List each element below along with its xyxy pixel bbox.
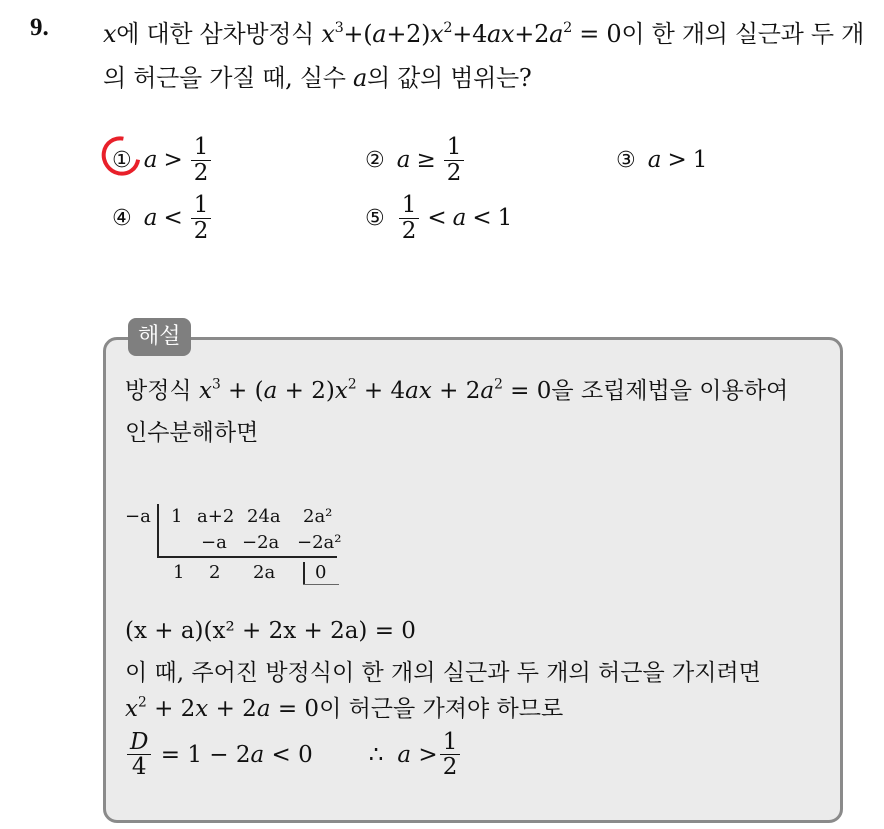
choice-5[interactable]: ⑤ $\frac{1}{2}$ < a < 1 [365, 192, 513, 244]
fraction-d-over-4: $\frac{D}{4}$ [127, 730, 151, 779]
solution-line-4: 이 때, 주어진 방정식이 한 개의 실근과 두 개의 허근을 가지려면 [125, 660, 761, 686]
syn-r1-c3: 24a [247, 506, 281, 527]
solution-line-5: $x^2 + 2x + 2a = 0$이 허근을 가져야 하므로 [125, 694, 564, 722]
solution-line-2: 인수분해하면 [125, 420, 259, 446]
syn-r2-c3: −2a [242, 532, 280, 553]
choice-5-mark: ⑤ [365, 205, 385, 231]
syn-r2-c2: −a [201, 532, 227, 553]
syn-r1-c1: 1 [171, 506, 183, 527]
syn-r3-c2: 2 [209, 562, 221, 583]
syn-remainder-box-bottom [303, 584, 339, 585]
question-number: 9. [30, 14, 49, 41]
fraction-one-half: $\frac{1}{2}$ [399, 193, 420, 242]
choice-1[interactable]: ① a > $\frac{1}{2}$ [112, 130, 213, 190]
syn-horizontal-line [157, 556, 337, 558]
choice-3[interactable]: ③ a > 1 [616, 147, 708, 173]
solution-line-1: 방정식 $x^3 + (a + 2)x^2 + 4ax + 2a^2 = 0$을 조립제법을 이용하여 [125, 376, 789, 404]
fraction-one-half: $\frac{1}{2}$ [444, 135, 465, 184]
syn-r3-c3: 2a [253, 562, 276, 583]
solution-badge: 해설 [128, 318, 191, 356]
fraction-one-half: $\frac{1}{2}$ [191, 193, 212, 242]
syn-r1-c2: a+2 [197, 506, 235, 527]
choice-4[interactable]: ④ a < $\frac{1}{2}$ [112, 188, 213, 248]
choice-1-mark: ① [112, 147, 132, 173]
solution-factored: (x + a)(x² + 2x + 2a) = 0 [125, 618, 416, 644]
question-text: x에 대한 삼차방정식 $x^3+(a+2)x^2+4ax+2a^2 = 0$이 한 개의 실근과 두 개의 허근을 가질 때, 실수 a의 값의 범위는? [103, 19, 864, 92]
syn-vertical-line [157, 504, 159, 556]
choice-2-mark: ② [365, 147, 385, 173]
syn-remainder-box-left [303, 562, 305, 584]
fraction-one-half: $\frac{1}{2}$ [191, 135, 212, 184]
choice-4-mark: ④ [112, 205, 132, 231]
choice-3-mark: ③ [616, 147, 636, 173]
syn-divisor: −a [125, 506, 151, 527]
syn-r2-c4: −2a² [297, 532, 342, 553]
syn-r1-c4: 2a² [303, 506, 333, 527]
syn-r3-c4: 0 [315, 562, 327, 583]
syn-r3-c1: 1 [173, 562, 185, 583]
choice-2[interactable]: ② a ≥ $\frac{1}{2}$ [365, 130, 466, 190]
synthetic-division [125, 500, 365, 595]
therefore-symbol: ∴ [368, 741, 384, 768]
fraction-one-half: $\frac{1}{2}$ [440, 730, 461, 779]
solution-conclusion: $\frac{D}{4}$ = 1 − 2a < 0 ∴ a > $\frac{1}{2}$ [125, 730, 462, 779]
